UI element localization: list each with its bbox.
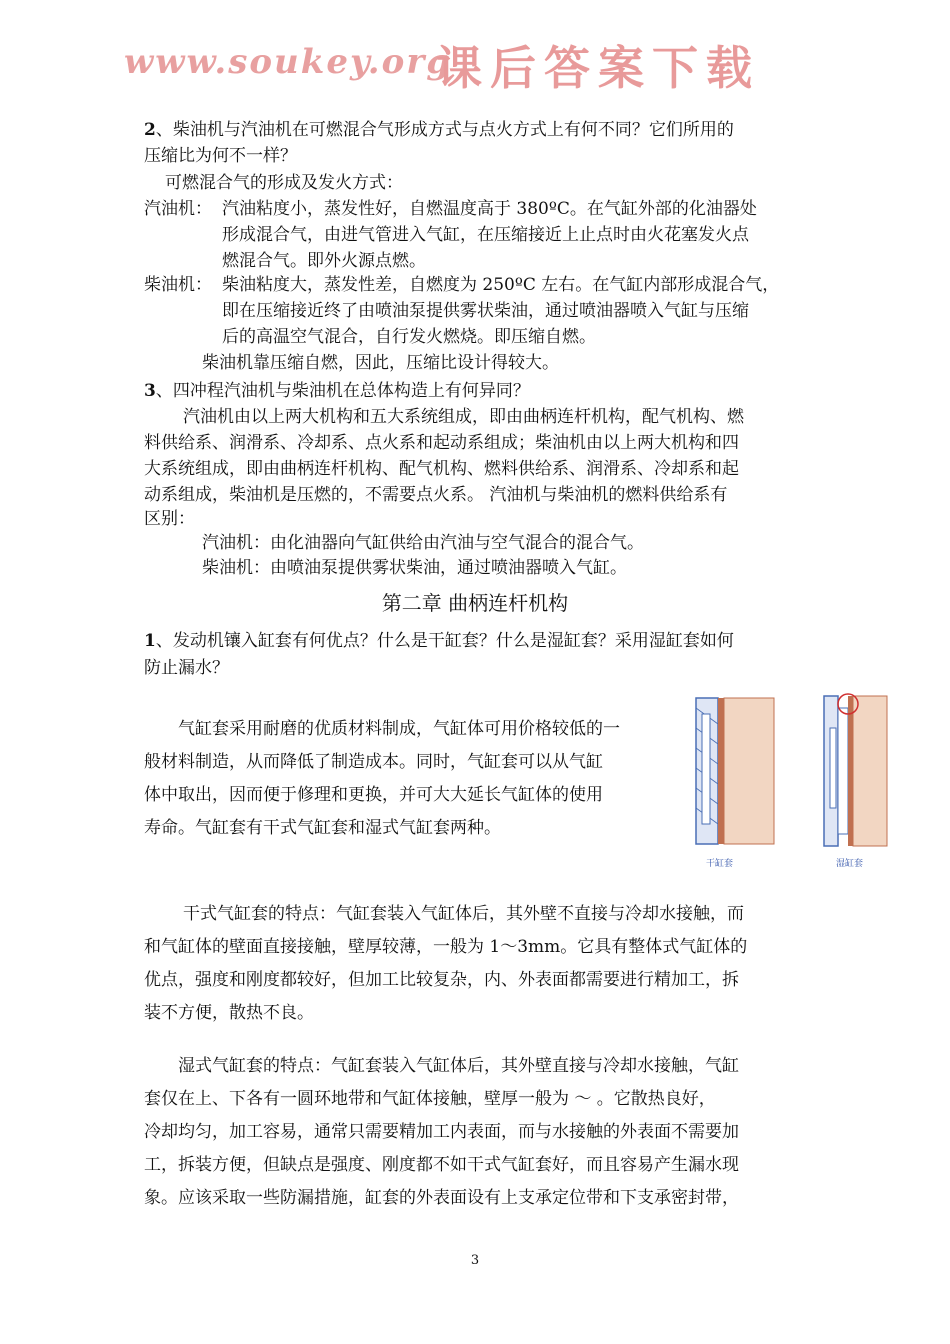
- wet-liner-caption: 湿缸套: [836, 859, 864, 869]
- dry-liner-para-line2: 和气缸体的壁面直接接触，壁厚较薄，一般为 1～3mm。它具有整体式气缸体的: [144, 937, 748, 957]
- answer-3-line1: 汽油机由以上两大机构和五大系统组成，即由曲柄连杆机构，配气机构、燃: [183, 407, 744, 427]
- liner-para1-line3: 体中取出，因而便于修理和更换，并可大大延长气缸体的使用: [144, 785, 603, 805]
- gasoline-label: 汽油机：: [144, 199, 212, 219]
- answer-3-gasoline: 汽油机：由化油器向气缸供给由汽油与空气混合的混合气。: [202, 533, 644, 553]
- dry-liner-para-line3: 优点，强度和刚度都较好，但加工比较复杂，内、外表面都需要进行精加工，拆: [144, 970, 739, 990]
- wet-liner-para-line1: 湿式气缸套的特点：气缸套装入气缸体后，其外壁直接与冷却水接触，气缸: [178, 1056, 739, 1076]
- gasoline-line2: 形成混合气，由进气管进入气缸，在压缩接近上止点时由火花塞发火点: [222, 225, 749, 245]
- dry-liner-figure: [690, 694, 780, 854]
- chapter-title: 第二章 曲柄连杆机构: [381, 591, 569, 615]
- question-2-line1: 2、柴油机与汽油机在可燃混合气形成方式与点火方式上有何不同？它们所用的: [144, 120, 734, 140]
- chapter2-question-1-line1: 1、发动机镶入缸套有何优点？什么是干缸套？什么是湿缸套？采用湿缸套如何: [144, 631, 734, 651]
- dry-liner-para-line1: 干式气缸套的特点：气缸套装入气缸体后，其外壁不直接与冷却水接触，而: [183, 904, 744, 924]
- liner-para1-line1: 气缸套采用耐磨的优质材料制成，气缸体可用价格较低的一: [178, 719, 620, 739]
- intro-text: 可燃混合气的形成及发火方式：: [165, 173, 403, 193]
- watermark-banner: [118, 28, 818, 98]
- wet-liner-para-line5: 象。应该采取一些防漏措施，缸套的外表面设有上支承定位带和下支承密封带，: [144, 1188, 739, 1208]
- wet-liner-para-line2: 套仅在上、下各有一圆环地带和气缸体接触，壁厚一般为 ～ 。它散热良好，: [144, 1089, 716, 1109]
- question-2-line2: 压缩比为何不一样？: [144, 146, 297, 166]
- diesel-line1: 柴油粘度大，蒸发性差，自燃度为 250ºC 左右。在气缸内部形成混合气，: [222, 275, 780, 295]
- diesel-label: 柴油机：: [144, 275, 212, 295]
- dry-liner-para-line4: 装不方便，散热不良。: [144, 1003, 314, 1023]
- answer-3-line2: 料供给系、润滑系、冷却系、点火系和起动系组成；柴油机由以上两大机构和四: [144, 433, 739, 453]
- dry-liner-caption: 干缸套: [706, 859, 734, 869]
- page-number: 3: [470, 1253, 480, 1268]
- liner-para1-line4: 寿命。气缸套有干式气缸套和湿式气缸套两种。: [144, 818, 501, 838]
- question-3: 3、四冲程汽油机与柴油机在总体构造上有何异同？: [144, 381, 530, 401]
- diesel-line2: 即在压缩接近终了由喷油泵提供雾状柴油，通过喷油器喷入气缸与压缩: [222, 301, 749, 321]
- gasoline-line3: 燃混合气。即外火源点燃。: [222, 251, 426, 271]
- diesel-line3: 后的高温空气混合，自行发火燃烧。即压缩自燃。: [222, 327, 596, 347]
- wet-liner-para-line3: 冷却均匀，加工容易，通常只需要精加工内表面，而与水接触的外表面不需要加: [144, 1122, 739, 1142]
- liner-para1-line2: 般材料制造，从而降低了制造成本。同时，气缸套可以从气缸: [144, 752, 603, 772]
- gasoline-line1: 汽油粘度小，蒸发性好，自燃温度高于 380ºC。在气缸外部的化油器处: [222, 199, 757, 219]
- wet-liner-figure: [822, 688, 892, 854]
- site-slogan: 课后答案下载: [436, 41, 760, 95]
- chapter2-question-1-line2: 防止漏水？: [144, 658, 229, 678]
- answer-3-line5: 区别：: [144, 509, 195, 529]
- answer-3-diesel: 柴油机：由喷油泵提供雾状柴油，通过喷油器喷入气缸。: [202, 558, 627, 578]
- answer-3-line3: 大系统组成，即由曲柄连杆机构、配气机构、燃料供给系、润滑系、冷却系和起: [144, 459, 739, 479]
- answer-3-line4: 动系组成，柴油机是压燃的，不需要点火系。 汽油机与柴油机的燃料供给系有: [144, 485, 728, 505]
- site-url: www.soukey.org: [124, 42, 453, 82]
- wet-liner-para-line4: 工，拆装方便，但缺点是强度、刚度都不如干式气缸套好，而且容易产生漏水现: [144, 1155, 739, 1175]
- conclusion-text: 柴油机靠压缩自燃，因此，压缩比设计得较大。: [202, 353, 559, 373]
